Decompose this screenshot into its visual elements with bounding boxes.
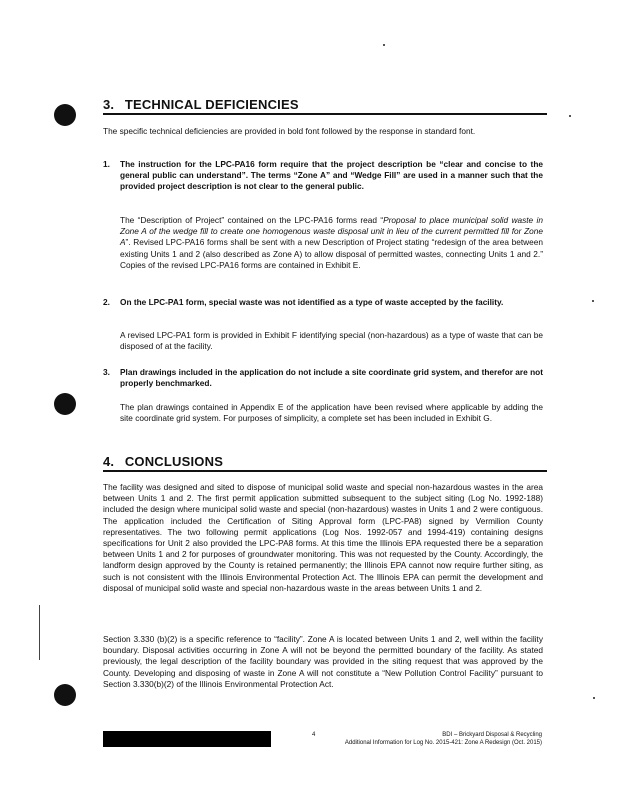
footer-line-1: BDI – Brickyard Disposal & Recycling: [442, 732, 542, 738]
section-4-title: CONCLUSIONS: [124, 454, 224, 469]
item-1-number: 1.: [103, 159, 110, 169]
redaction-bar: [103, 731, 271, 747]
footer-line-2: Additional Information for Log No. 2015-421: Zone A Redesign (Oct. 2015): [344, 740, 542, 746]
item-2-deficiency: On the LPC-PA1 form, special waste was not identified as a type of waste accepted by the facility.: [120, 297, 504, 307]
item-2-number: 2.: [103, 297, 110, 307]
item-2-response: A revised LPC-PA1 form is provided in Exhibit F identifying special (non-hazardous) as a type of waste that can be disposed of at the facility.: [120, 330, 543, 352]
item-3-number: 3.: [103, 367, 110, 377]
item-1-response: [120, 215, 543, 271]
punch-hole-bottom: [54, 684, 76, 706]
section-3-intro: The specific technical deficiencies are provided in bold font followed by the response in standard font.: [103, 126, 476, 136]
scan-speck: [592, 300, 594, 302]
section-3-number: 3.: [103, 97, 115, 112]
item-1-deficiency: The instruction for the LPC-PA16 form require that the project description be “clear and concise to the general public can understand”. The terms “Zone A” and “Wedge Fill” are used in a manner such that the provided project description is not clear to the general public.: [120, 159, 543, 192]
punch-hole-middle: [54, 393, 76, 415]
punch-hole-top: [54, 104, 76, 126]
item-3-response: The plan drawings contained in Appendix E of the application have been revised where applicable by adding the site coordinate grid system. For purposes of simplicity, a complete set has been included in Exhibit G.: [120, 402, 543, 424]
item-1-response-quote: Proposal to place municipal solid waste in Zone A of the wedge fill to create one homogenous waste disposal unit in lieu of the current permitted fill for Zone A: [120, 215, 543, 248]
scan-speck: [383, 44, 385, 46]
page-number: 4: [312, 732, 316, 738]
section-4-heading: [103, 454, 547, 472]
footer-info: [345, 731, 542, 747]
section-4-number: 4.: [103, 454, 115, 469]
item-1-response-a: The “Description of Project” contained on the LPC-PA16 forms read “: [120, 215, 384, 225]
section-4-paragraph-2: Section 3.330 (b)(2) is a specific reference to “facility”. Zone A is located between Units 1 and 2, well within the facility boundary. Disposal activities occurring in Zone A will not be beyond the permitted boundary of the facility. As stated previously, the legal description of the facility boundary was provided in the siting request that was approved by the County. Developing and disposing of waste in Zone A will not constitute a “New Pollution Control Facility” pursuant to Section 3.330(b)(2) of the Illinois Environmental Protection Act.: [103, 634, 543, 689]
scan-margin-line: [39, 605, 40, 660]
section-3-title: TECHNICAL DEFICIENCIES: [124, 97, 299, 112]
section-3-heading: [103, 97, 547, 115]
item-3-deficiency: Plan drawings included in the application do not include a site coordinate grid system, and therefor are not properly benchmarked.: [120, 367, 543, 389]
scan-speck: [593, 697, 595, 699]
scan-speck: [569, 115, 571, 117]
section-4-paragraph-1: The facility was designed and sited to dispose of municipal solid waste and special non-hazardous wastes in the area between Units 1 and 2. The first permit application submitted subsequent to the subject siting (Log No. 1992-188) included the design where municipal solid waste and special (non-hazardous) wastes in Units 1 and 2 were contiguous. The application included the Certification of Siting Approval form (LPC-PA8) signed by Vermilion County representatives. The two following permit applications (Log Nos. 1992-057 and 1994-419) containing designs specifications for Unit 2 also provided the LPC-PA8 forms. At this time the Illinois EPA requested there be a separation between Units 1 and 2 for purposes of groundwater monitoring. This was not requested by the County. Accordingly, the landform design approved by the County is retained permanently; the Illinois EPA cannot now require further siting, as such is not consistent with the Illinois Environmental Protection Act. The Illinois EPA can permit the development and disposal of municipal solid waste and special non-hazardous waste in the areas between Units 1 and 2.: [103, 482, 543, 593]
item-1-response-b: ”. Revised LPC-PA16 forms shall be sent with a new Description of Project stating “redesign of the area between existing Units 1 and 2 (also described as Zone A) to allow disposal of permitted wastes, connecting Units 1 and 2.” Copies of the revised LPC-PA16 forms are contained in Exhibit E.: [120, 237, 543, 270]
